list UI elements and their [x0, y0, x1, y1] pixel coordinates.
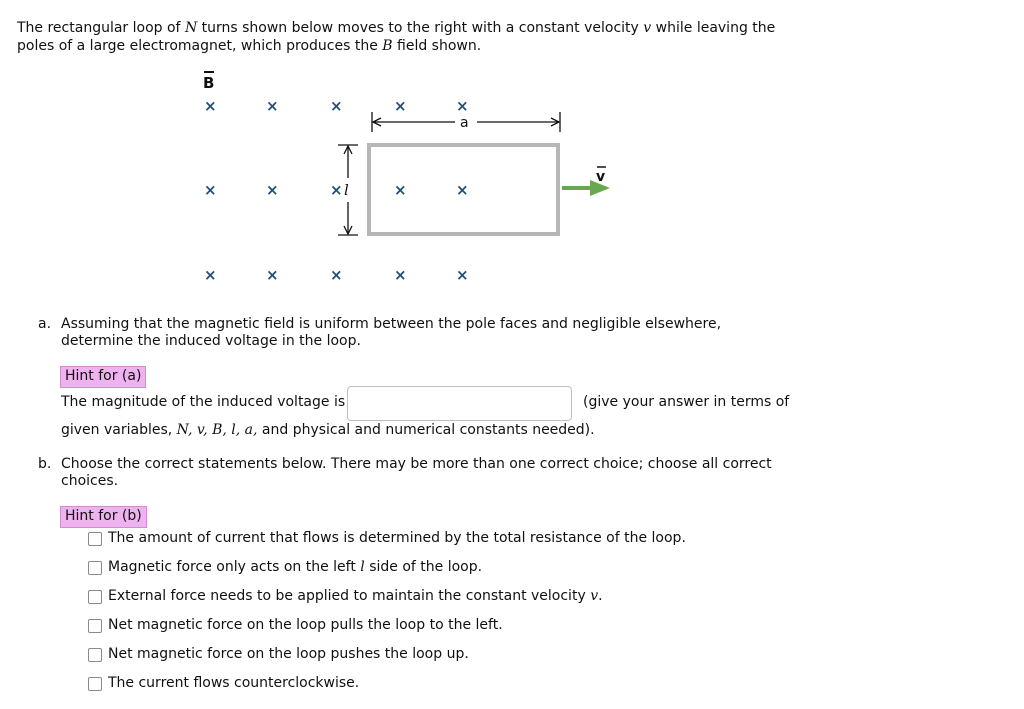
- field-cross: ×: [204, 266, 217, 284]
- option-checkbox[interactable]: [88, 677, 102, 691]
- intro-line-2: poles of a large electromagnet, which produces the B field shown.: [17, 38, 482, 54]
- velocity-label: v: [596, 169, 606, 185]
- option-label: External force needs to be applied to maintain the constant velocity v.: [108, 588, 603, 604]
- part-b-number: b.: [38, 456, 52, 472]
- answer-line-2: given variables, N, v, B, l, a, and physical and numerical constants needed).: [61, 422, 595, 438]
- field-cross: ×: [204, 181, 217, 199]
- option-checkbox[interactable]: [88, 532, 102, 546]
- hint-a-button[interactable]: Hint for (a): [60, 366, 146, 388]
- field-cross: ×: [266, 266, 279, 284]
- intro-line-1: The rectangular loop of N turns shown below moves to the right with a constant velocity v while leaving the: [17, 20, 776, 36]
- answer-suffix: (give your answer in terms of: [583, 394, 790, 410]
- option-checkbox[interactable]: [88, 590, 102, 604]
- field-cross: ×: [394, 181, 407, 199]
- option-label: The amount of current that flows is determined by the total resistance of the loop.: [108, 530, 686, 546]
- field-crosses: [204, 97, 469, 284]
- field-cross: ×: [266, 97, 279, 115]
- part-b-line-2: choices.: [61, 473, 119, 489]
- option-row[interactable]: [88, 586, 603, 606]
- hint-b-button[interactable]: Hint for (b): [60, 506, 147, 528]
- option-checkbox[interactable]: [88, 561, 102, 575]
- width-label: a: [460, 115, 469, 131]
- part-b-line-1: Choose the correct statements below. There may be more than one correct choice; choose all correct: [61, 456, 772, 472]
- option-label: Net magnetic force on the loop pushes the loop up.: [108, 646, 469, 662]
- field-label: B: [203, 74, 215, 92]
- option-row[interactable]: [88, 615, 503, 635]
- part-b-question: [38, 456, 798, 490]
- option-row[interactable]: [88, 557, 482, 577]
- field-cross: ×: [330, 266, 343, 284]
- induced-voltage-input[interactable]: [347, 386, 572, 421]
- field-cross: ×: [394, 97, 407, 115]
- option-checkbox[interactable]: [88, 648, 102, 662]
- option-label: Net magnetic force on the loop pulls the loop to the left.: [108, 617, 503, 633]
- option-label: The current flows counterclockwise.: [108, 675, 360, 691]
- part-a-line-1: Assuming that the magnetic field is uniform between the pole faces and negligible elsewhere,: [61, 316, 722, 332]
- field-cross: ×: [204, 97, 217, 115]
- option-row[interactable]: [88, 644, 469, 664]
- part-a-question: [38, 316, 778, 350]
- field-cross: ×: [266, 181, 279, 199]
- height-label: l: [344, 181, 349, 199]
- field-cross: ×: [330, 97, 343, 115]
- answer-prefix: The magnitude of the induced voltage is: [61, 394, 346, 410]
- field-cross: ×: [456, 97, 469, 115]
- part-a-line-2: determine the induced voltage in the loop.: [61, 333, 361, 349]
- option-checkbox[interactable]: [88, 619, 102, 633]
- option-row[interactable]: [88, 528, 686, 548]
- field-cross: ×: [330, 181, 343, 199]
- option-label: Magnetic force only acts on the left l side of the loop.: [108, 559, 483, 575]
- part-a-number: a.: [38, 316, 52, 332]
- field-cross: ×: [456, 266, 469, 284]
- option-row[interactable]: [88, 673, 359, 693]
- problem-intro: [17, 19, 817, 55]
- magnetic-field-figure: [190, 66, 630, 296]
- field-cross: ×: [456, 181, 469, 199]
- field-cross: ×: [394, 266, 407, 284]
